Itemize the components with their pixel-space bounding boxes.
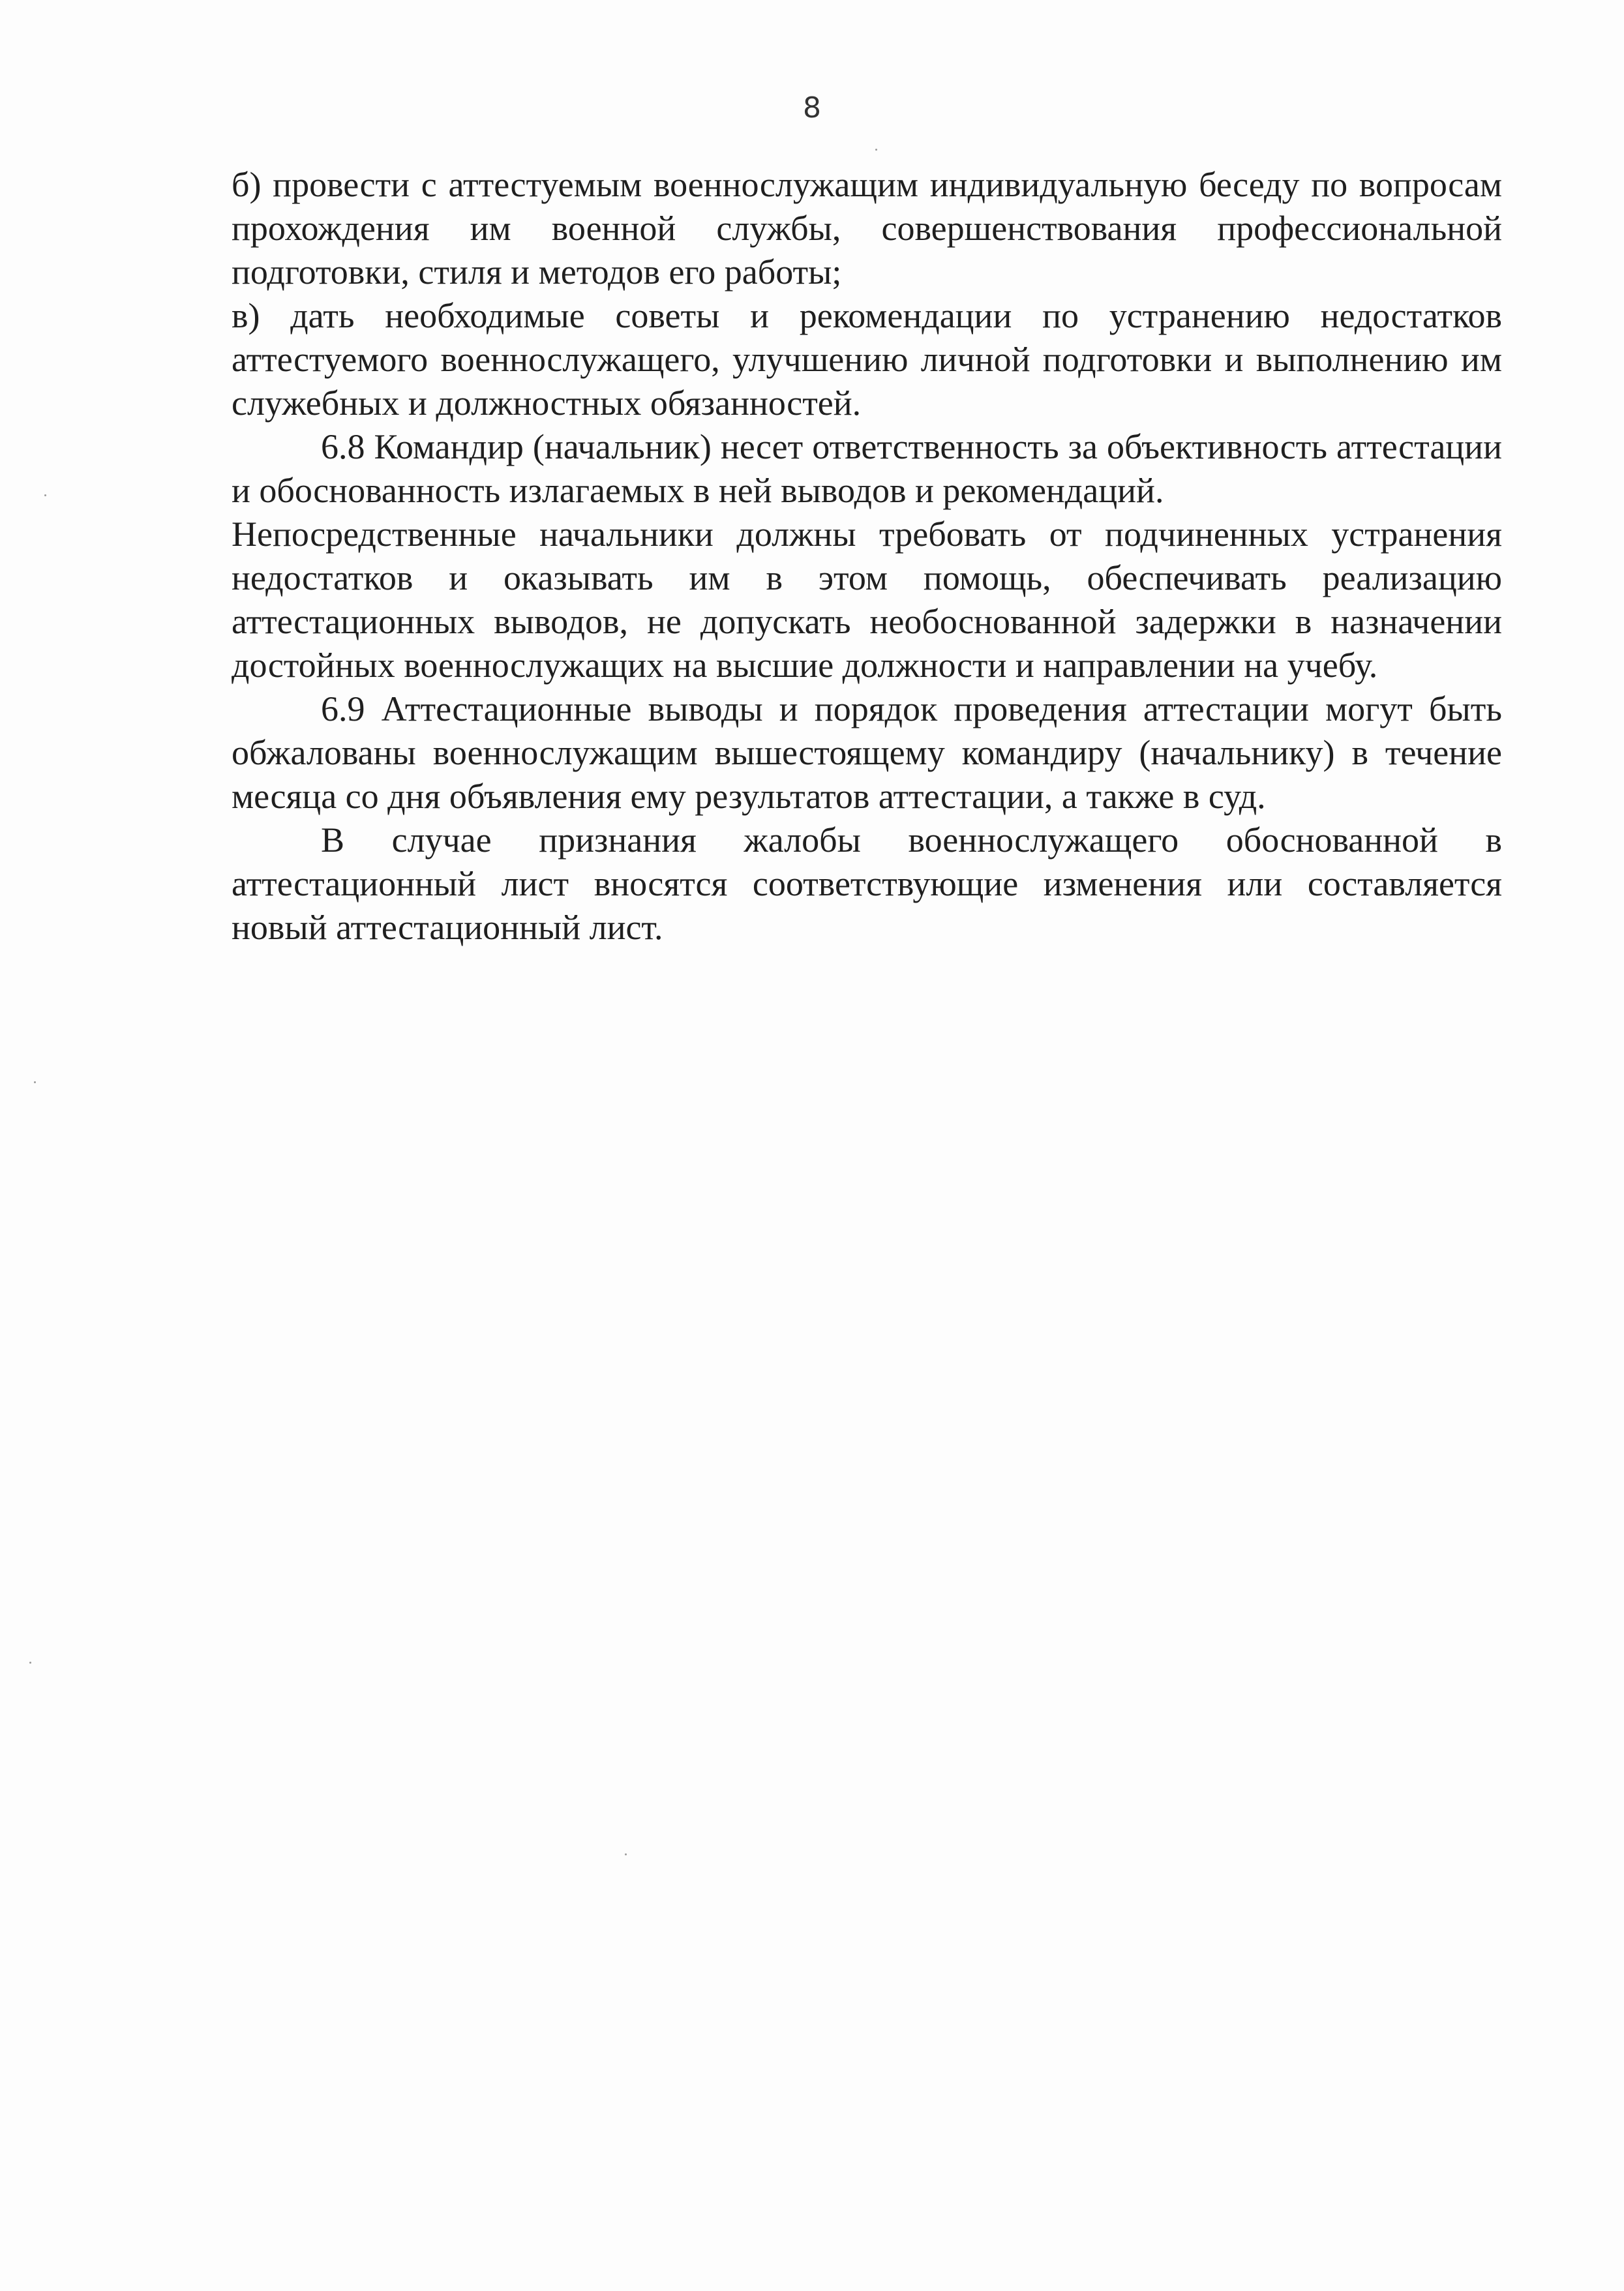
paragraph-item-b: б) провести с аттестуемым военнослужащим индивидуальную беседу по вопросам прохождения им военной службы, совершенствования профессиональной подготовки, стиля и методов его работы;	[232, 165, 1502, 292]
paragraph-complaint-justified: В случае признания жалобы военнослужащего обоснованной в аттестационный лист вносятся соответствующие изменения или составляется новый аттестационный лист.	[232, 820, 1502, 947]
scan-speck	[34, 1081, 36, 1083]
page-number: 8	[803, 91, 821, 125]
document-body	[232, 163, 1502, 950]
paragraph-6-9: 6.9 Аттестационные выводы и порядок проведения аттестации могут быть обжалованы военнослужащим вышестоящему командиру (начальнику) в течение месяца со дня объявления ему результатов аттестации, а также в суд.	[232, 689, 1502, 816]
scan-speck	[44, 494, 46, 496]
scan-speck	[875, 149, 877, 151]
paragraph-superiors-duties: Непосредственные начальники должны требовать от подчиненных устранения недостатков и оказывать им в этом помощь, обеспечивать реализацию аттестационных выводов, не допускать необоснованной задержки в назначении достойных военнослужащих на высшие должности и направлении на учебу.	[232, 515, 1502, 685]
scan-speck	[625, 1853, 627, 1855]
paragraph-6-8: 6.8 Командир (начальник) несет ответственность за объективность аттестации и обоснованность излагаемых в ней выводов и рекомендаций.	[232, 427, 1502, 510]
scan-speck	[29, 1662, 31, 1664]
paragraph-item-v: в) дать необходимые советы и рекомендации по устранению недостатков аттестуемого военнослужащего, улучшению личной подготовки и выполнению им служебных и должностных обязанностей.	[232, 296, 1502, 423]
